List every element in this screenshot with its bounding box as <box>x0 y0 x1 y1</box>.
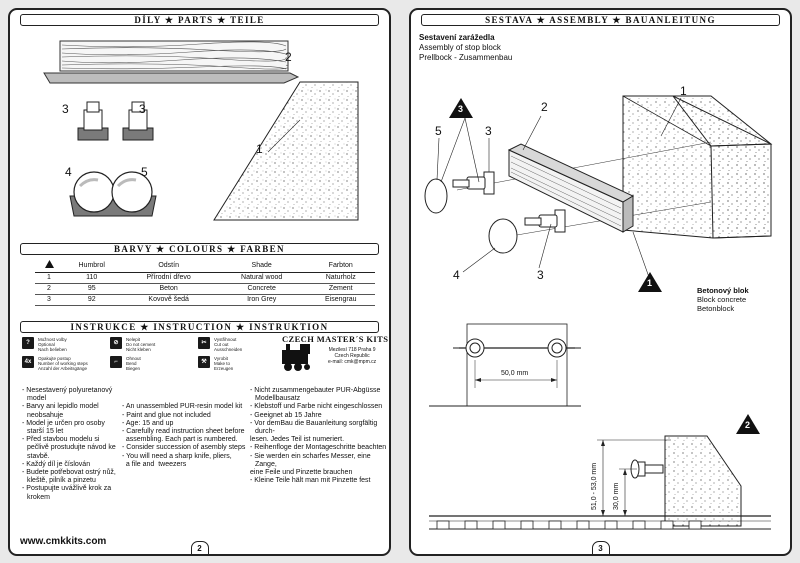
concrete-block-label: Betonový blok Block concrete Betonblock <box>697 286 749 313</box>
odstin-header: Odstín <box>120 259 216 273</box>
farbton-cell: Naturholz <box>306 273 375 284</box>
colour-table <box>35 259 375 306</box>
shade-cell: Natural wood <box>217 273 307 284</box>
step-3-badge: 3 <box>458 104 464 114</box>
shade-header: Shade <box>217 259 307 273</box>
page-left <box>8 8 391 556</box>
text-en: - An unassembled PUR-resin model kit - Paint and glue not included - Age: 15 and up - Carefully read instruction sheet before assembling. Each part is numbered. - Consider succession of asembly steps - You will need a sharp knife, pliers, a file and tweezers <box>122 403 246 468</box>
assembly-part-3-number-upper: 3 <box>485 124 492 138</box>
step-2-badge: 2 <box>745 420 751 430</box>
assembly-part-1-number: 1 <box>680 84 687 98</box>
part-5-number: 5 <box>141 165 148 179</box>
assembly-header: SESTAVA ★ ASSEMBLY ★ BAUANLEITUNG <box>421 14 780 26</box>
part-column-header <box>35 259 63 273</box>
warning-triangle-icon <box>45 260 54 268</box>
legend-bend: Ohnout Bend Biegen <box>126 356 141 371</box>
humbrol-cell: 92 <box>63 295 120 306</box>
no-glue-icon: ⊘ <box>110 337 122 349</box>
shade-cell: Concrete <box>217 284 307 295</box>
part-1-number: 1 <box>256 142 263 156</box>
humbrol-header: Humbrol <box>63 259 120 273</box>
shade-cell: Iron Grey <box>217 295 307 306</box>
optional-icon: ? <box>22 337 34 349</box>
website-link[interactable]: www.cmkkits.com <box>20 536 107 547</box>
legend-repeat: Opakujte postup Number of working steps Anzahl der Arbeitsgänge <box>38 356 88 371</box>
exploded-assembly-drawing <box>411 10 792 556</box>
legend-cut-out: Vystřihnout Cut out Ausschneiden <box>214 337 243 352</box>
height-range-dimension: 51,0 - 53,0 mm <box>591 462 598 510</box>
part-2-number: 2 <box>285 50 292 64</box>
table-row <box>35 295 375 306</box>
part-3-number-left: 3 <box>62 102 69 116</box>
legend-no-glue: Nelepit Do not cement Nicht kleben <box>126 337 156 352</box>
assembly-part-3-number-lower: 3 <box>537 268 544 282</box>
table-row <box>35 273 375 284</box>
part-cell: 2 <box>35 284 63 295</box>
assembly-part-4-number: 4 <box>453 268 460 282</box>
page-number-left: 2 <box>191 541 209 555</box>
part-3-number-right: 3 <box>139 102 146 116</box>
cmk-locomotive-logo <box>278 340 314 374</box>
scissors-icon: ✂ <box>198 337 210 349</box>
part-cell: 1 <box>35 273 63 284</box>
parts-header: DÍLY ★ PARTS ★ TEILE <box>20 14 379 26</box>
page-right <box>409 8 792 556</box>
farbton-cell: Eisengrau <box>306 295 375 306</box>
text-de: - Nicht zusammengebauter PUR-Abgüsse Modellbausatz - Klebstoff und Farbe nicht eingeschlossen - Geeignet ab 15 Jahre - Vor demBau die Bauanleitung sorgfältig durch- lesen. Jedes Teil ist numeriert. - Reihenfloge der Montageschritte beachten - Sie werden ein scharfes Messer, eine Zange, eine Feile und Pinzette brauchen - Kleine Teile hält man mit Pinzette fest <box>250 387 387 485</box>
assembly-part-5-number: 5 <box>435 124 442 138</box>
farbton-header: Farbton <box>306 259 375 273</box>
make-icon: ⚒ <box>198 356 210 368</box>
assembly-title: Sestavení zarážedla Assembly of stop block Prellbock - Zusammenbau <box>419 33 513 62</box>
step-1-badge: 1 <box>647 278 653 288</box>
farbton-cell: Zement <box>306 284 375 295</box>
colours-header: BARVY ★ COLOURS ★ FARBEN <box>20 243 379 255</box>
instruction-header: INSTRUKCE ★ INSTRUCTION ★ INSTRUKTION <box>20 321 379 333</box>
humbrol-cell: 110 <box>63 273 120 284</box>
part-4-number: 4 <box>65 165 72 179</box>
odstin-cell: Kovově šedá <box>120 295 216 306</box>
width-dimension: 50,0 mm <box>501 370 529 377</box>
page-number-right: 3 <box>592 541 610 555</box>
bend-icon: ⌐ <box>110 356 122 368</box>
text-cs: - Nesestavený polyuretanový model - Barvy ani lepidlo model neobsahuje - Model je určen pro osoby starší 15 let - Před stavbou modelu si pečlivě prostudujte návod ke stavbě. - Každý díl je číslován - Budete potřebovat ostrý nůž, kleště, pilník a pinzetu - Postupujte uvážlivě krok za krokem <box>22 387 116 501</box>
odstin-cell: Přírodní dřevo <box>120 273 216 284</box>
part-cell: 3 <box>35 295 63 306</box>
legend-optional: Možnost volby Optional Nach belieben <box>38 337 67 352</box>
repeat-badge: 4x <box>22 356 34 368</box>
odstin-cell: Beton <box>120 284 216 295</box>
height-dimension: 30,0 mm <box>613 482 620 510</box>
humbrol-cell: 95 <box>63 284 120 295</box>
assembly-part-2-number: 2 <box>541 100 548 114</box>
table-row <box>35 284 375 295</box>
legend-make: Vyrobit Make to Erzeugen <box>214 356 234 371</box>
cmk-address: Mezilesí 718 Praha 9 Czech Republic e-mail: cmk@mpm.cz <box>328 347 377 365</box>
cmk-logo-name: CZECH MASTER´S KITS <box>282 334 389 344</box>
